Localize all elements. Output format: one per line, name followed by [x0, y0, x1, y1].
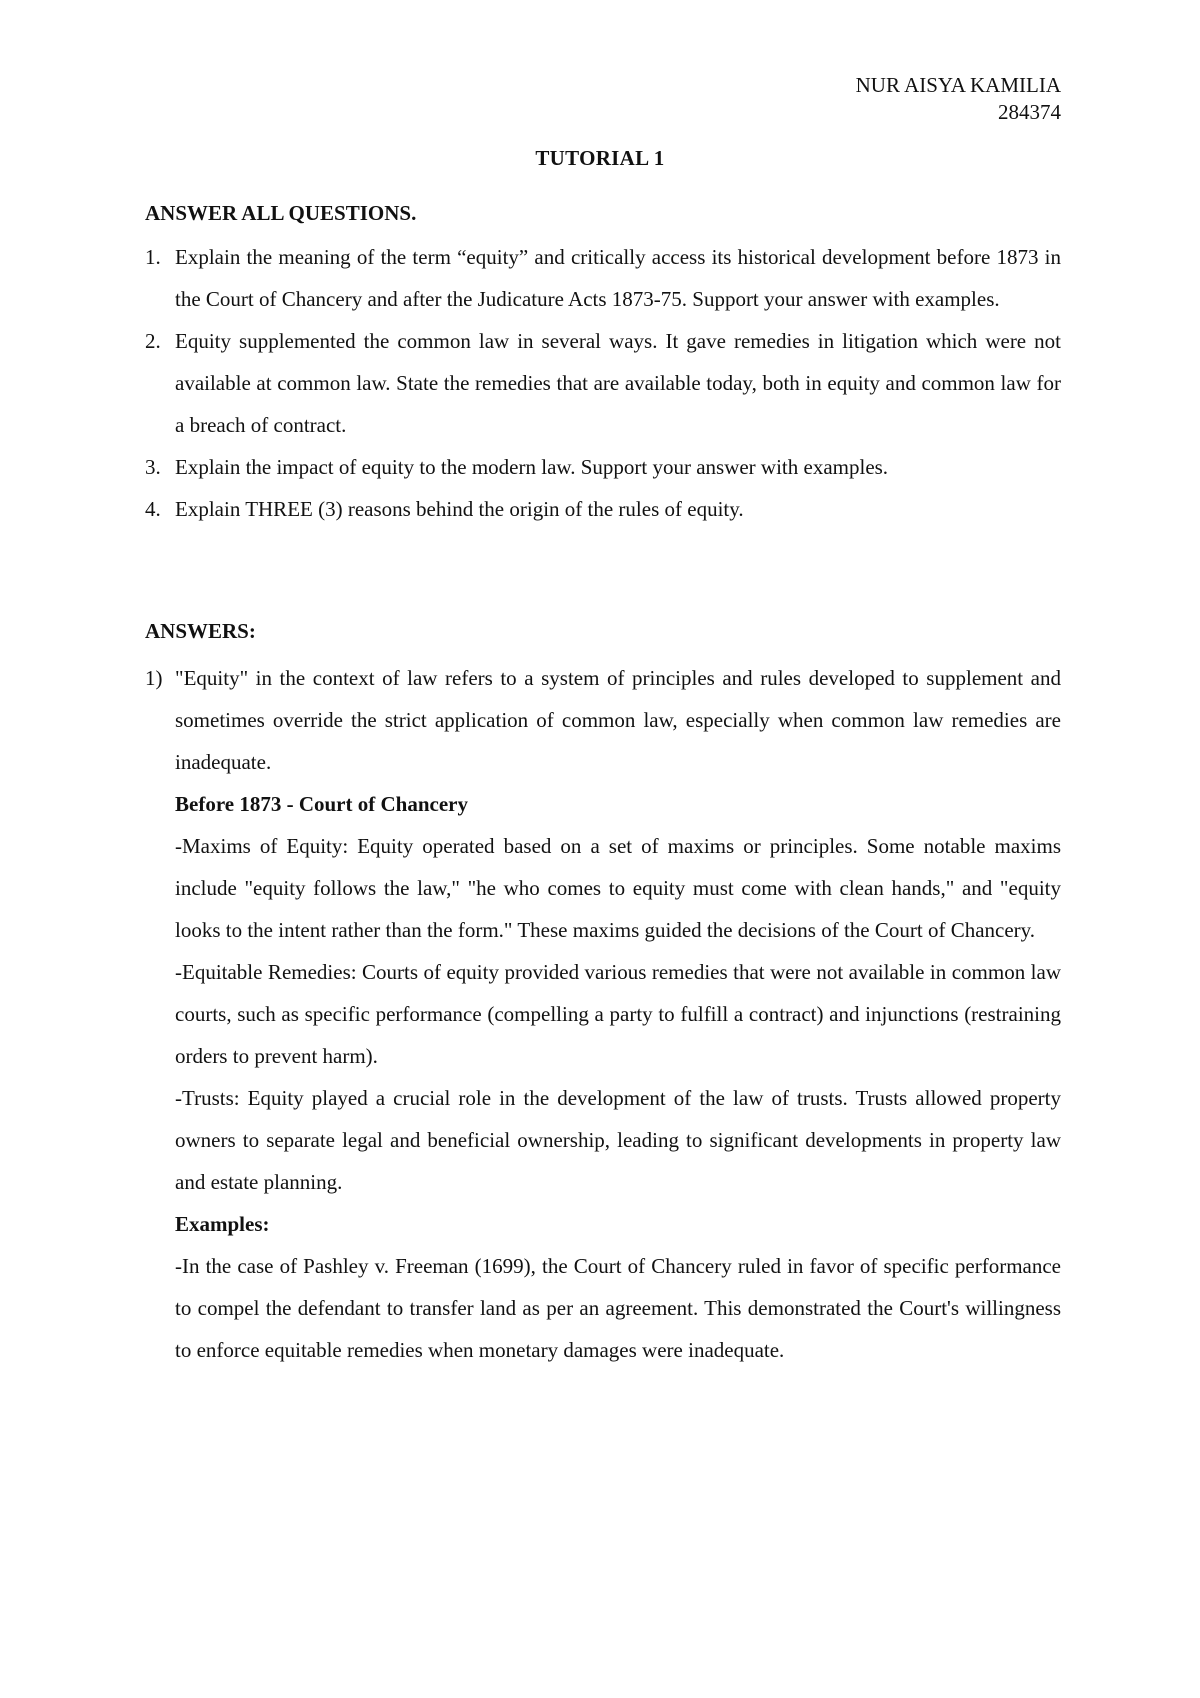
question-text: Explain THREE (3) reasons behind the origin of the rules of equity. — [175, 497, 744, 521]
student-id: 284374 — [998, 100, 1061, 124]
answer-item — [145, 657, 1061, 1371]
question-text: Equity supplemented the common law in several ways. It gave remedies in litigation which were not available at common law. State the remedies that are available today, both in equity and common law for a breach of contract. — [175, 329, 1061, 437]
question-number: 4. — [145, 497, 161, 521]
question-item — [145, 236, 1061, 320]
instructions-heading: ANSWER ALL QUESTIONS. — [145, 201, 417, 225]
question-text: Explain the impact of equity to the modern law. Support your answer with examples. — [175, 455, 889, 479]
question-item — [145, 320, 1061, 446]
page-title: TUTORIAL 1 — [535, 146, 665, 170]
question-number: 2. — [145, 329, 161, 353]
author-header — [856, 72, 1061, 126]
answer-number: 1) — [145, 666, 163, 690]
author-name: NUR AISYA KAMILIA — [855, 73, 1061, 97]
answer-list — [145, 657, 1061, 1371]
question-number: 1. — [145, 245, 161, 269]
answer-intro: "Equity" in the context of law refers to a system of principles and rules developed to supplement and sometimes override the strict application of common law, especially when common law remedies are inadequate. — [175, 666, 1061, 774]
examples-heading: Examples: — [175, 1212, 270, 1236]
question-item — [145, 488, 1061, 530]
answer-point: -Equitable Remedies: Courts of equity provided various remedies that were not available in common law courts, such as specific performance (compelling a party to fulfill a contract) and injunctions (restraining orders to prevent harm). — [175, 960, 1061, 1068]
answer-point: -Maxims of Equity: Equity operated based on a set of maxims or principles. Some notable maxims include "equity follows the law," "he who comes to equity must come with clean hands," and "equity looks to the intent rather than the form." These maxims guided the decisions of the Court of Chancery. — [175, 834, 1061, 942]
example-text: -In the case of Pashley v. Freeman (1699), the Court of Chancery ruled in favor of specific performance to compel the defendant to transfer land as per an agreement. This demonstrated the Court's willingness to enforce equitable remedies when monetary damages were inadequate. — [175, 1254, 1061, 1362]
question-text: Explain the meaning of the term “equity” and critically access its historical development before 1873 in the Court of Chancery and after the Judicature Acts 1873-75. Support your answer with examples. — [175, 245, 1061, 311]
answers-heading: ANSWERS: — [145, 619, 256, 643]
question-item — [145, 446, 1061, 488]
answer-subheading: Before 1873 - Court of Chancery — [175, 792, 468, 816]
question-list — [145, 236, 1061, 530]
question-number: 3. — [145, 455, 161, 479]
answer-point: -Trusts: Equity played a crucial role in the development of the law of trusts. Trusts allowed property owners to separate legal and beneficial ownership, leading to significant developments in property law and estate planning. — [175, 1086, 1061, 1194]
